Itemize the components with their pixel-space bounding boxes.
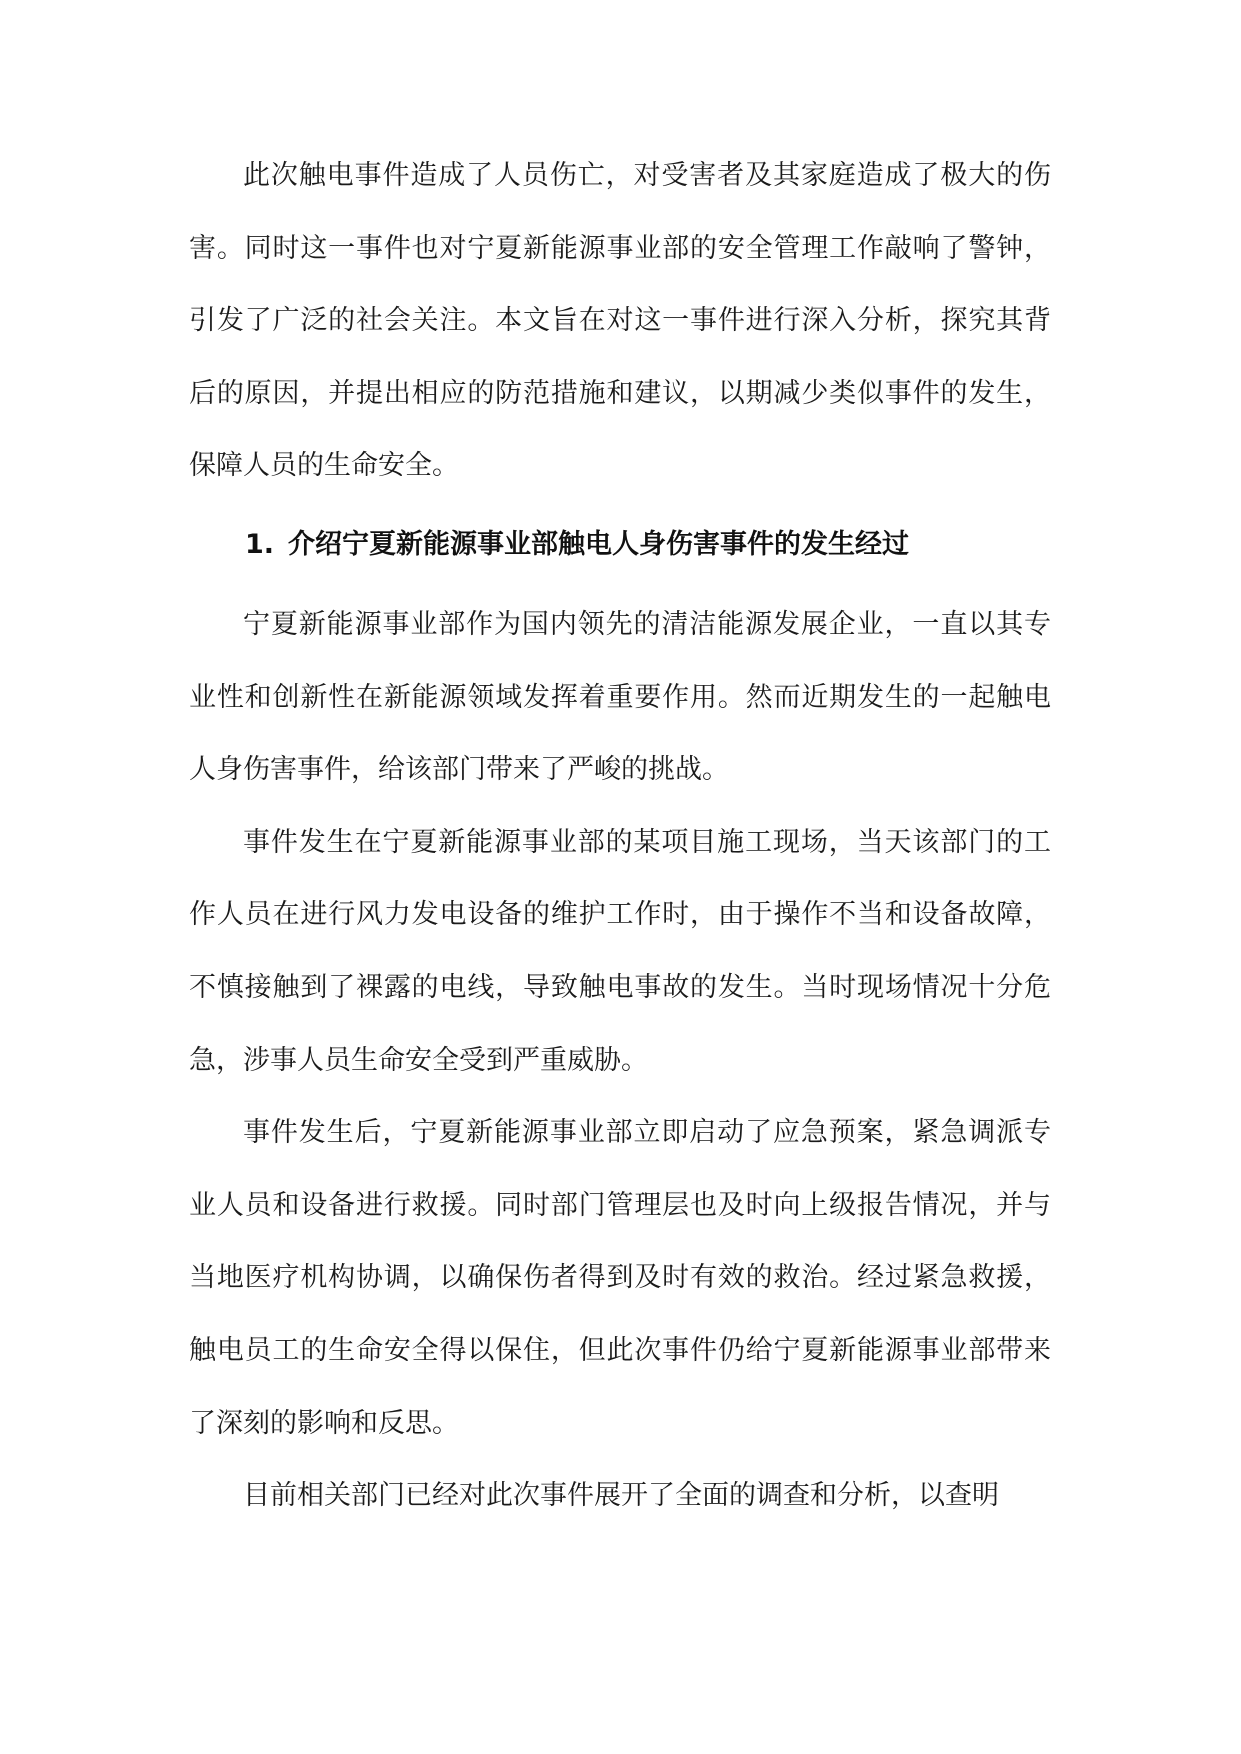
paragraph: 宁夏新能源事业部作为国内领先的清洁能源发展企业，一直以其专业性和创新性在新能源领域发挥着重要作用。然而近期发生的一起触电人身伤害事件，给该部门带来了严峻的挑战。 bbox=[189, 608, 1051, 786]
section-title: 介绍宁夏新能源事业部触电人身伤害事件的发生经过 bbox=[288, 528, 910, 560]
paragraph: 事件发生后，宁夏新能源事业部立即启动了应急预案，紧急调派专业人员和设备进行救援。同时部门管理层也及时向上级报告情况，并与当地医疗机构协调，以确保伤者得到及时有效的救治。经过紧急救援，触电员工的生命安全得以保住，但此次事件仍给宁夏新能源事业部带来了深刻的影响和反思。 bbox=[189, 1117, 1051, 1439]
paragraph: 目前相关部门已经对此次事件展开了全面的调查和分析，以查明 bbox=[243, 1480, 999, 1512]
paragraph-intro: 此次触电事件造成了人员伤亡，对受害者及其家庭造成了极大的伤害。同时这一事件也对宁夏新能源事业部的安全管理工作敲响了警钟，引发了广泛的社会关注。本文旨在对这一事件进行深入分析，探究其背后的原因，并提出相应的防范措施和建议，以期减少类似事件的发生，保障人员的生命安全。 bbox=[189, 160, 1051, 482]
section-heading bbox=[189, 503, 1051, 589]
paragraph: 事件发生在宁夏新能源事业部的某项目施工现场，当天该部门的工作人员在进行风力发电设备的维护工作时，由于操作不当和设备故障，不慎接触到了裸露的电线，导致触电事故的发生。当时现场情况十分危急，涉事人员生命安全受到严重威胁。 bbox=[189, 826, 1051, 1076]
section-number: 1. bbox=[245, 528, 275, 560]
document-body bbox=[189, 140, 1051, 1533]
